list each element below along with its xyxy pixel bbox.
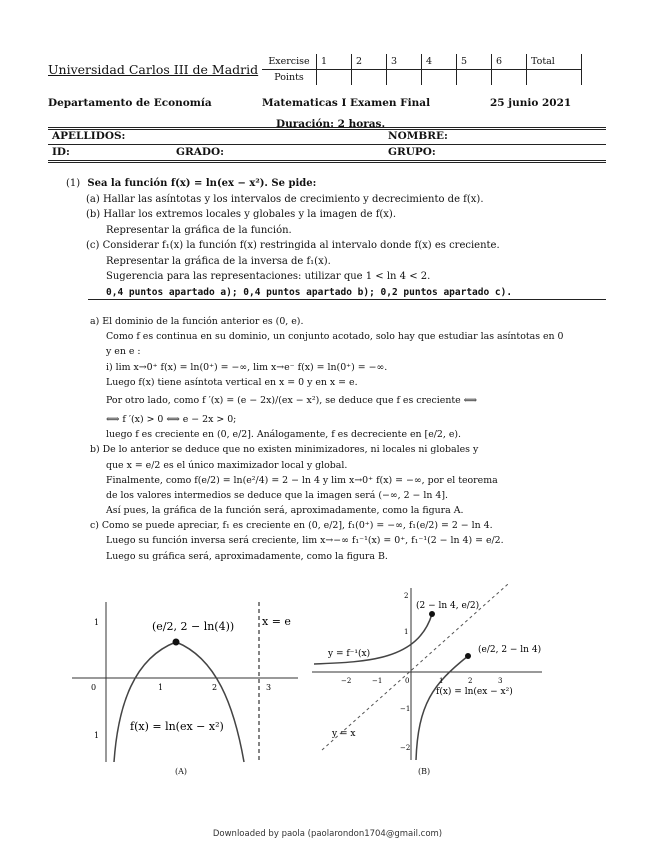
points-cell-2 [352,70,387,86]
problem-item-b2: Representar la gráfica de la función. [106,224,292,236]
problem-number: (1) [66,178,81,189]
diagonal-label: y = x [332,729,356,739]
score-col-5: 5 [457,54,492,70]
problem-item-b: (b) Hallar los extremos locales y globales y la imagen de f(x). [86,209,397,220]
solution-line: c) Como se puede apreciar, f₁ es creciente en (0, e/2], f₁(0⁺) = −∞, f₁(e/2) = 2 − ln 4. [90,520,493,532]
inverse-curve-label: y = f⁻¹(x) [328,649,371,659]
points-cell-1 [317,70,352,86]
field-id: ID: [52,146,70,158]
x-tick: −1 [372,677,383,685]
divider [88,299,606,300]
score-col-2: 2 [352,54,387,70]
y-tick: 1 [94,618,100,627]
solution-line: Por otro lado, como f ′(x) = (e − 2x)/(ex − x²), se deduce que f es creciente ⟺ [106,394,478,406]
points-cell-3 [387,70,422,86]
solution-line: de los valores intermedios se deduce que la imagen será (−∞, 2 − ln 4]. [106,489,448,501]
curve-label: f(x) = ln(ex − x²) [130,720,224,733]
divider [48,144,606,145]
field-nombre: NOMBRE: [388,130,448,142]
problem-points: 0,4 puntos apartado a); 0,4 puntos apartado b); 0,2 puntos apartado c). [106,286,513,298]
figure-b [308,584,548,764]
problem-text: Sea la función f(x) = ln(ex − x²). Se pide: [87,178,317,189]
solution-line: i) lim x→0⁺ f(x) = ln(0⁺) = −∞, lim x→e⁻ f(x) = ln(0⁺) = −∞. [106,361,388,373]
score-col-6: 6 [492,54,527,70]
solution-line: a) El dominio de la función anterior es (0, e). [90,316,304,327]
maximum-label: (e/2, 2 − ln 4) [478,645,542,655]
x-tick: 3 [266,683,272,692]
field-grupo: GRUPO: [388,146,436,158]
problem-item-c2: Representar la gráfica de la inversa de f₁(x). [106,255,331,267]
maximum-point [465,653,471,659]
department: Departamento de Economía [48,97,212,109]
figure-b-caption: (B) [418,767,431,776]
solution-line: ⟺ f ′(x) > 0 ⟺ e − 2x > 0; [106,413,237,425]
figure-a [66,600,306,765]
points-row-label: Points [274,72,304,83]
solution-line: luego f es creciente en (0, e/2]. Análogamente, f es decreciente en [e/2, e). [106,429,462,441]
y-tick: 1 [94,731,100,740]
download-footer: Downloaded by paola (paolarondon1704@gmail.com) [212,829,443,839]
asymptote-label: x = e [262,615,291,628]
field-apellidos: APELLIDOS: [52,130,126,142]
points-cell-total [527,70,582,86]
function-curve-label: f(x) = ln(ex − x²) [436,687,513,697]
score-row-label: Exercise [262,54,317,70]
inverse-point-label: (2 − ln 4, e/2) [416,601,480,611]
solution-line: Luego su función inversa será creciente, lim x→−∞ f₁⁻¹(x) = 0⁺, f₁⁻¹(2 − ln 4) = e/2. [106,535,504,547]
points-cell-4 [422,70,457,86]
score-col-4: 4 [422,54,457,70]
exam-duration: Duración: 2 horas. [276,118,386,130]
y-tick: −2 [400,744,411,752]
x-tick: 1 [439,677,444,685]
score-table [262,54,582,85]
divider [48,127,606,128]
problem-statement [66,176,512,300]
solution-line: Así pues, la gráfica de la función será, aproximadamente, como la figura A. [106,505,464,517]
solution-line: que x = e/2 es el único maximizador local y global. [106,459,348,471]
x-tick: 1 [158,683,164,692]
problem-item-a: (a) Hallar las asíntotas y los intervalos de crecimiento y decrecimiento de f(x). [86,193,484,205]
score-col-1: 1 [317,54,352,70]
divider [48,160,606,161]
y-tick: 1 [404,628,409,636]
solution [90,314,564,564]
exam-title: Matematicas I Examen Final [262,97,431,109]
divider [48,129,606,130]
x-tick: 2 [212,683,218,692]
university-name: Universidad Carlos III de Madrid [48,62,259,77]
inverse-endpoint [429,611,435,617]
solution-line: y en e : [106,346,141,358]
field-grado: GRADO: [176,146,224,158]
exam-date: 25 junio 2021 [490,97,572,109]
solution-line: Luego su gráfica será, aproximadamente, como la figura B. [106,550,388,562]
solution-line: Luego f(x) tiene asíntota vertical en x = 0 y en x = e. [106,376,358,388]
function-curve [114,642,244,762]
solution-line: Como f es continua en su dominio, un conjunto acotado, solo hay que estudiar las asíntotas en 0 [106,331,564,343]
x-tick: 0 [91,683,97,692]
solution-line: Finalmente, como f(e/2) = ln(e²/4) = 2 − ln 4 y lim x→0⁺ f(x) = −∞, por el teorema [106,474,498,486]
figure-a-caption: (A) [175,767,188,776]
points-cell-6 [492,70,527,86]
diagonal-line [322,584,508,750]
problem-hint: Sugerencia para las representaciones: utilizar que 1 < ln 4 < 2. [106,271,431,282]
score-col-total: Total [527,54,582,70]
problem-item-c: (c) Considerar f₁(x) la función f(x) restringida al intervalo donde f(x) es creciente. [86,240,500,251]
x-tick: 3 [498,677,503,685]
solution-line: b) De lo anterior se deduce que no existen minimizadores, ni locales ni globales y [90,444,479,456]
x-tick: 0 [405,677,410,685]
y-tick: −1 [400,705,411,713]
x-tick: 2 [468,677,473,685]
y-tick: 2 [404,592,409,600]
maximum-point [173,639,180,646]
points-cell-5 [457,70,492,86]
x-tick: −2 [341,677,352,685]
score-col-3: 3 [387,54,422,70]
divider [48,162,606,163]
maximum-label: (e/2, 2 − ln(4)) [152,620,235,633]
